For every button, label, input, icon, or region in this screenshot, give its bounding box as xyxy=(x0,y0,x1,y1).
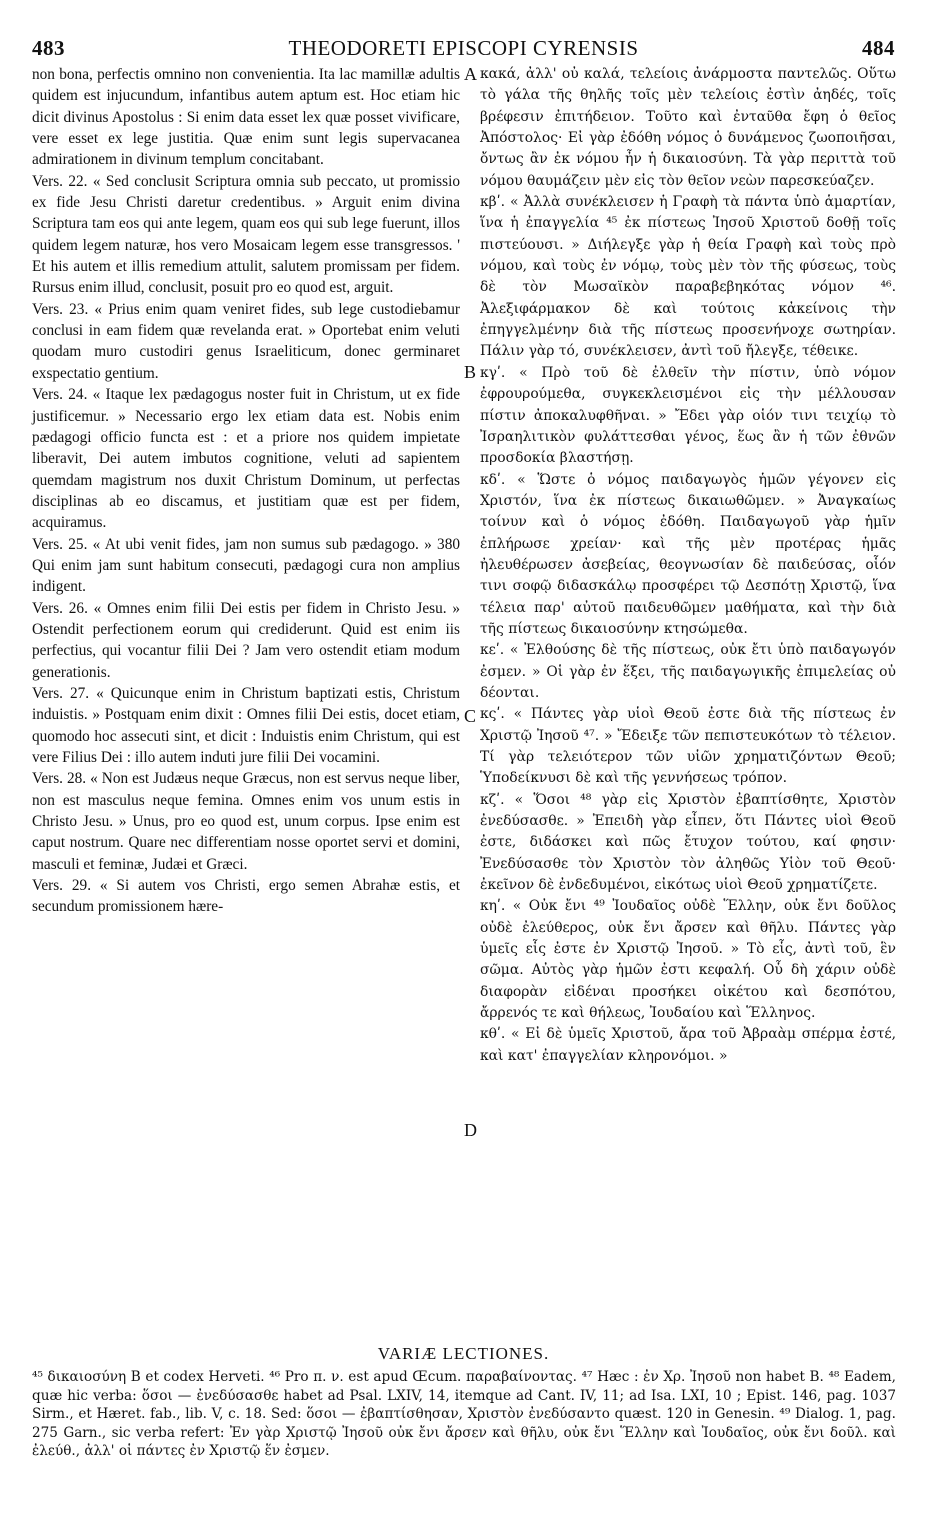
margin-letter-c: C xyxy=(464,706,477,726)
latin-paragraph: Vers. 24. « Itaque lex pædagogus noster fuit in Christum, ut ex fide justificemur. » Necessario ergo lex etiam data est. Nobis enim pædagogi officio functa est : et a priore nos quidem impietate liberavit, Dei autem imbutos cognitione, veluti ad sapientem quemdam magistrum nos duxit Christum Dominum, ut perfectas disciplinas ab eo discamus, et justitiam quæ est per fidem, acquiramus. xyxy=(32,386,460,532)
greek-paragraph: κηʹ. « Οὐκ ἔνι ⁴⁹ Ἰουδαῖος οὐδὲ Ἕλλην, οὐκ ἔνι δοῦλος οὐδὲ ἐλεύθερος, οὐκ ἔνι ἄρσεν καὶ θῆλυ. Πάντες γὰρ ὑμεῖς εἷς ἐστε ἐν Χριστῷ Ἰησοῦ. » Τὸ εἷς, ἀντὶ τοῦ, ἓν σῶμα. Αὐτὸς γὰρ ἡμῶν ἐστι κεφαλή. Οὗ δὴ χάριν οὐδὲ διαφορὰν εἰδέναι προσήκει οἰκέτου καὶ δεσπότου, ἄρρενός τε καὶ θήλεως, Ἰουδαίου καὶ Ἕλληνος. xyxy=(480,898,896,1022)
footnotes-text: ⁴⁵ δικαιοσύνη B et codex Herveti. ⁴⁶ Pro π. ν. est apud Œcum. παραβαίνοντας. ⁴⁷ Hæc : ἐν Χρ. Ἰησοῦ non habet B. ⁴⁸ Eadem, quæ hic verba: ὅσοι — ἐνεδύσασθε habet ad Psal. LXIV, 14, itemque ad Cant. IV, 11; ad Isa. LXI, 10 ; Epist. 146, pag. 1037 Sirm., et Hæret. fab., lib. V, c. 18. Sed: ὅσοι — ἐβαπτίσθησαν, Χριστὸν ἐνεδύσαντο quæst. 120 in Genesin. ⁴⁹ Dialog. 1, pag. 275 Garn., sic verba refert: Ἐν γὰρ Χριστῷ Ἰησοῦ οὐκ ἔνι ἄρσεν καὶ θῆλυ, οὐκ ἔνι Ἕλλην καὶ Ἰουδαῖος, οὐκ ἔνι δοῦλ. καὶ ἐλεύθ., ἀλλ' οἱ πάντες ἐν Χριστῷ ἕν ἐσμεν. xyxy=(32,1369,896,1459)
latin-paragraph: Vers. 28. « Non est Judæus neque Græcus, non est servus neque liber, non est masculus neque femina. Omnes enim vos unum estis in Christo Jesu. » Unus, pro eo quod est, unum corpus. Ipse enim est caput nostrum. Quare nec differentiam nosse oportet servi et domini, masculi et feminæ, Judæi et Græci. xyxy=(32,770,460,873)
greek-paragraph: κδʹ. « Ὥστε ὁ νόμος παιδαγωγὸς ἡμῶν γέγονεν εἰς Χριστόν, ἵνα ἐκ πίστεως δικαιωθῶμεν. » Ἀναγκαίως τοίνυν καὶ ὁ νόμος ἐδόθη. Παιδαγωγοῦ γὰρ ἡμῖν ἐπλήρωσε χρείαν· καὶ τῆς μὲν προτέρας ἡμᾶς ἠλευθέρωσεν ἀσεβείας, θεογνωσίαν δὲ παιδεύσας, οἷόν τινι σοφῷ διδασκάλῳ προσφέρει τῷ Δεσπότῃ Χριστῷ, ἵνα τέλεια παρ' αὐτοῦ παιδευθῶμεν μαθήματα, καὶ τὴν διὰ τῆς πίστεως δικαιοσύνην κτησώμεθα. xyxy=(480,471,896,637)
latin-paragraph: Vers. 26. « Omnes enim filii Dei estis per fidem in Christo Jesu. » Ostendit perfectionem eorum qui crediderunt. Quid est enim iis perfectius, qui vocantur filii Dei ? Jam vero ostendit etiam modum generationis. xyxy=(32,599,460,681)
greek-paragraph: κεʹ. « Ἐλθούσης δὲ τῆς πίστεως, οὐκ ἔτι ὑπὸ παιδαγωγόν ἐσμεν. » Οἱ γὰρ ἐν ἕξει, τῆς παιδαγωγικῆς ἐπιμελείας οὐ δέονται. xyxy=(480,642,896,701)
latin-paragraph: non bona, perfectis omnino non convenientia. Ita lac mamillæ adultis quidem est injucundum, infantibus autem aptum est. Hoc etiam hic dicit divinus Apostolus : Si enim data esset lex quæ posset vivificare, vere esset ex lege justitia. Quæ enim sunt legis supervacanea admirationem in divinum templum concitabant. xyxy=(32,66,460,169)
greek-paragraph: κβʹ. « Ἀλλὰ συνέκλεισεν ἡ Γραφὴ τὰ πάντα ὑπὸ ἁμαρτίαν, ἵνα ἡ ἐπαγγελία ⁴⁵ ἐκ πίστεως Ἰησοῦ Χριστοῦ δοθῇ τοῖς πιστεύουσι. » Διήλεγξε γὰρ ἡ θεία Γραφὴ καὶ τοὺς πρὸ νόμου, καὶ τοὺς ἐν νόμῳ, τοὺς μὲν τὸν τῆς φύσεως, τοὺς δὲ τὸν Μωσαϊκὸν παραβεβηκότας νόμον ⁴⁶. Ἀλεξιφάρμακον δὲ καὶ τούτοις κἀκείνοις τὴν ἐπηγγελμένην διὰ τῆς πίστεως προσενήνοχε σωτηρίαν. Πάλιν γὰρ τό, συνέκλεισεν, ἀντὶ τοῦ ἤλεγξε, τέθεικε. xyxy=(480,194,896,360)
page-number-right: 484 xyxy=(862,36,895,60)
variae-lectiones-heading: VARIÆ LECTIONES. xyxy=(377,1344,550,1363)
margin-letter-a: A xyxy=(464,64,477,84)
greek-paragraph: κακά, ἀλλ' οὐ καλά, τελείοις ἀνάρμοστα παντελῶς. Οὕτω τὸ γάλα τῆς θηλῆς τοῖς μὲν τελείοις ἐστὶν ἀηδές, τοῖς βρέφεσιν ἐπιτήδειον. Τοῦτο καὶ ἐνταῦθα ἔφη ὁ θεῖος Ἀπόστολος· Εἰ γὰρ ἐδόθη νόμος ὁ δυνάμενος ζωοποιῆσαι, ὄντως ἂν ἐκ νόμου ἦν ἡ δικαιοσύνη. Τὰ γὰρ περιττὰ τοῦ νόμου θαυμάζειν μὲν εἰς τὸν θεῖον νεὼν παρεσκεύαζεν. xyxy=(480,66,896,189)
margin-letter-d: D xyxy=(464,1120,477,1140)
margin-letter-b: B xyxy=(464,362,477,382)
greek-paragraph: κζʹ. « Ὅσοι ⁴⁸ γὰρ εἰς Χριστὸν ἐβαπτίσθητε, Χριστὸν ἐνεδύσασθε. » Ἐπειδὴ γὰρ εἶπεν, ὅτι Πάντες υἱοὶ Θεοῦ ἐστε, διδάσκει καὶ πῶς ἔτυχον τούτου, καί φησιν· Ἐνεδύσασθε τὸν Χριστὸν τὸν ἀληθῶς Υἱὸν τοῦ Θεοῦ· ἐκεῖνον δὲ ἐνδεδυμένοι, εἰκότως υἱοὶ Θεοῦ χρηματίζετε. xyxy=(480,791,896,894)
greek-paragraph: κθʹ. « Εἰ δὲ ὑμεῖς Χριστοῦ, ἄρα τοῦ Ἀβραὰμ σπέρμα ἐστέ, καὶ κατ' ἐπαγγελίαν κληρονόμοι. » xyxy=(480,1026,896,1064)
latin-paragraph: Vers. 23. « Prius enim quam veniret fides, sub lege custodiebamur conclusi in eam fidem quæ revelanda erat. » Oportebat enim veluti quodam muro custodiri genus Israeliticum, donec germinaret exspectatio gentium. xyxy=(32,300,460,382)
latin-paragraph: Vers. 25. « At ubi venit fides, jam non sumus sub pædagogo. » 380 Qui enim jam sunt habitum consecuti, pædagogi cura non amplius indigent. xyxy=(32,535,460,596)
greek-paragraph: κγʹ. « Πρὸ τοῦ δὲ ἐλθεῖν τὴν πίστιν, ὑπὸ νόμον ἐφρουρούμεθα, συγκεκλεισμένοι εἰς τὴν μέλλουσαν πίστιν ἀποκαλυφθῆναι. » Ἔδει γὰρ οἱόν τινι τειχίῳ τὸ Ἰσραηλιτικὸν φυλάττεσθαι γένος, ἕως ἂν ἡ τῶν ἐθνῶν προσδοκία βλαστήσῃ. xyxy=(480,364,896,467)
latin-paragraph: Vers. 22. « Sed conclusit Scriptura omnia sub peccato, ut promissio ex fide Jesu Christi daretur credentibus. » Arguit enim divina Scriptura tam eos qui ante legem, quam eos qui sub lege fuerunt, illos quidem legem naturæ, hos vero Mosaicam legem esse transgressos. ' Et his autem et illis remedium attulit, salutem promissam per fidem. Rursus enim illud, conclusit, posuit pro eo quod est, arguit. xyxy=(32,172,460,297)
greek-paragraph: κςʹ. « Πάντες γὰρ υἱοὶ Θεοῦ ἐστε διὰ τῆς πίστεως ἐν Χριστῷ Ἰησοῦ ⁴⁷. » Ἔδειξε τῶν πεπιστευκότων τὸ τέλειον. Τί γὰρ τελειότερον τῶν υἱῶν χρηματιζόντων Θεοῦ; Ὑποδείκνυσι δὲ καὶ τῆς γεννήσεως τρόπον. xyxy=(480,706,896,787)
page-number-left: 483 xyxy=(32,36,65,60)
latin-paragraph: Vers. 29. « Si autem vos Christi, ergo semen Abrahæ estis, et secundum promissionem hære- xyxy=(32,877,460,916)
greek-column xyxy=(480,64,896,1067)
running-title: THEODORETI EPISCOPI CYRENSIS xyxy=(288,36,639,60)
variae-lectiones-notes xyxy=(32,1368,896,1461)
running-header xyxy=(32,36,895,64)
latin-paragraph: Vers. 27. « Quicunque enim in Christum baptizati estis, Christum induistis. » Postquam enim dixit : Omnes filii Dei estis, docet etiam, quomodo hoc assecuti sint, et dicit : Induistis enim Christum, qui est vere Filius Dei : illo autem induti jure filii Dei vocamini. xyxy=(32,684,460,766)
latin-column xyxy=(32,64,460,918)
